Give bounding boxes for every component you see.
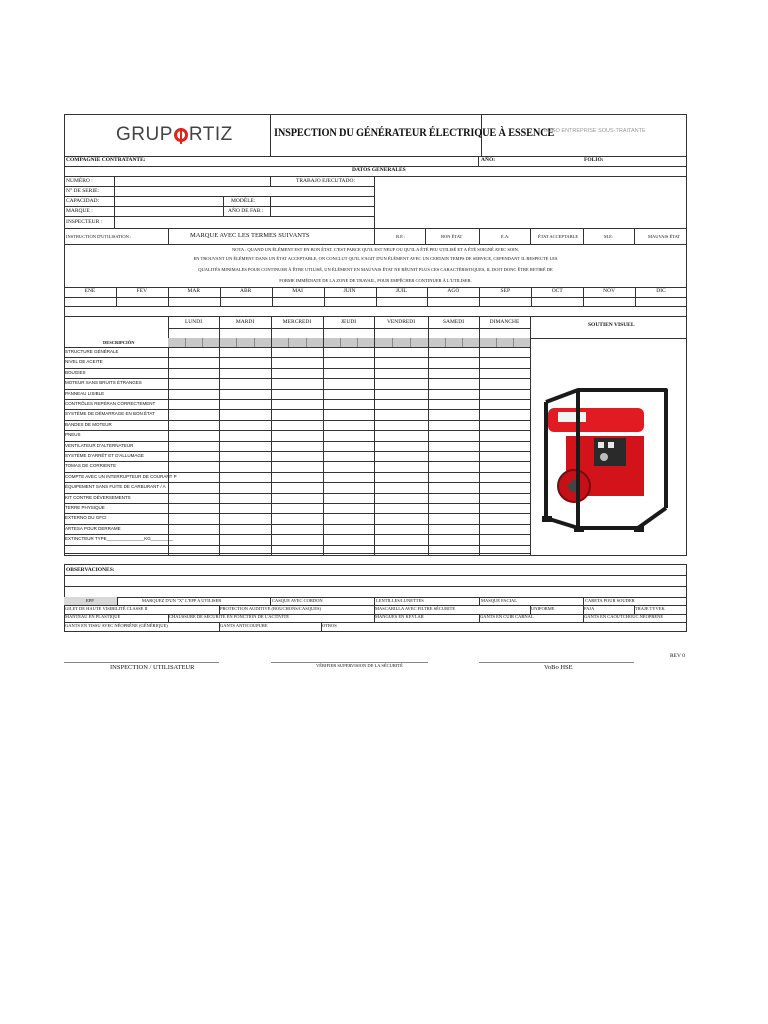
- epp-label: EPP: [86, 598, 94, 603]
- ppe-option[interactable]: MANGUES EN KEVLAR: [375, 614, 424, 619]
- ppe-option[interactable]: GILET DE HAUTE VISIBILITÉ CLASSE II: [65, 606, 148, 611]
- logo-o-icon: [174, 128, 188, 142]
- month-2: MAR: [187, 288, 201, 294]
- ppe-option[interactable]: FAJA: [584, 606, 595, 611]
- inspection-item: COMPTE AVEC UN INTERRUPTEUR DE COURANT P: [65, 473, 177, 479]
- inspection-item: BANDES DE MOTEUR: [65, 421, 112, 427]
- rev-label: REV 0: [670, 653, 686, 659]
- modele-label: MODÈLE:: [231, 198, 256, 204]
- year-label: AÑO:: [481, 157, 496, 163]
- day-6: DIMANCHE: [489, 319, 520, 325]
- ppe-option[interactable]: GANTS EN CAOUTCHOUC NÉOPRÈNE: [584, 614, 664, 619]
- marque-label: MARQUE :: [66, 208, 93, 214]
- numero-label: NUMÉRO :: [66, 178, 93, 184]
- legend-ea: E.A:: [501, 234, 510, 239]
- description-header-band: [168, 338, 530, 347]
- inspection-item: SYSTÈME D'ARRÊT ET D'ALLUMAGE: [65, 453, 144, 458]
- ppe-option[interactable]: PROTECTION AUDITIVE (BOUCHONS/CASQUES): [220, 606, 322, 611]
- day-0: LUNDI: [184, 319, 203, 325]
- inspection-item: BOUGIES: [65, 369, 86, 375]
- visual-support-title: SOUTIEN VISUEL: [588, 322, 635, 328]
- inspection-item: TOMAS DE CORRIENTE: [65, 463, 117, 469]
- inspection-item: PANNEAU LISIBLE: [65, 390, 105, 396]
- month-8: SEP: [500, 288, 511, 294]
- note-line-4: FORME IMMÉDIATE DE LA ZONE DE TRAVAIL, POUR EMPÊCHER CONTINUER À L'UTILISER.: [279, 278, 472, 283]
- inspection-item: NIVEL DE ACEITE: [65, 359, 103, 365]
- ppe-option[interactable]: MASQUE FACIAL: [481, 598, 518, 603]
- observations-label: OBSERVACIONES:: [66, 567, 115, 573]
- ppe-option[interactable]: LENTILLES/LUNETTES: [376, 598, 424, 603]
- month-6: JUIL: [395, 288, 408, 294]
- day-1: MARDI: [235, 319, 255, 325]
- month-11: DIC: [656, 288, 666, 294]
- inspection-item: ÉQUIPEMENT SANS FUITE DE CARBURANT / A: [65, 484, 166, 490]
- inspection-item: KIT CONTRE DÉVERSEMENTS: [65, 494, 131, 500]
- day-2: MERCREDI: [282, 319, 312, 325]
- ppe-option[interactable]: MARQUEZ D'UN "X" L'EPP A UTILISER: [142, 598, 222, 603]
- note-line-1: NOTA : QUAND UN ÉLÉMENT EST EN BON ÉTAT, C'EST PARCE QU'IL EST NEUF OU QU'IL A ÉTÉ PEU UTILISÉ ET A ÉTÉ SOIGNÉ AVEC SOIN.: [231, 247, 519, 252]
- inspection-item: SYSTÈME DE DÉMARRAGE EN BON ÉTAT: [65, 411, 155, 417]
- day-5: SAMEDI: [442, 319, 465, 325]
- legend-etat-acceptable: ÉTAT ACCEPTABLE: [538, 234, 579, 239]
- ppe-option[interactable]: CARETA POUR SOUDER: [585, 598, 635, 603]
- month-10: NOV: [603, 288, 616, 294]
- capacidad-label: CAPACIDAD:: [66, 198, 100, 204]
- day-3: JEUDI: [340, 319, 357, 325]
- inspection-item: ARTESA POUR DERRAME: [65, 525, 121, 531]
- inspection-item: CONTRÔLES REPÉRAN CORRECTEMENT: [65, 401, 156, 406]
- foot: [542, 516, 552, 522]
- legend-bon-etat: BON ÉTAT: [441, 234, 463, 239]
- ppe-option[interactable]: TRAJE TYVEK: [635, 606, 665, 611]
- description-header: DESCRIPCIÓN: [103, 340, 135, 345]
- ano-fab-label: AÑO DE FAB.:: [228, 208, 264, 214]
- company-logo: GRUP RTIZ: [116, 124, 233, 145]
- inspection-item: EXTERNO DU GFCI: [65, 515, 107, 521]
- ppe-option[interactable]: CASQUE AVEC CORDON: [272, 598, 323, 603]
- signature-supervision: VÉRIFIER SUPERVISION DE LA SÉCURITÉ: [316, 663, 403, 668]
- inspection-item: MOTEUR SANS BRUITS ÉTRANGES: [65, 380, 142, 386]
- inspection-item: VENTILATEUR D'ALTERNATEUR: [65, 442, 134, 448]
- trabajo-label: TRABAJO EJECUTADO:: [296, 178, 355, 184]
- signature-hse: VoBo HSE: [544, 664, 573, 671]
- month-5: JUIN: [343, 288, 356, 294]
- tank-label: [558, 412, 586, 422]
- signature-inspection: INSPECTION / UTILISATEUR: [110, 664, 195, 671]
- ppe-option[interactable]: MASCARILLA AVEC FILTRE SÉCURITE: [375, 606, 456, 611]
- month-1: FÉV: [136, 288, 148, 294]
- ppe-option[interactable]: OTROS: [322, 623, 337, 628]
- folio-label: FOLIO:: [584, 157, 604, 163]
- form-title: INSPECTION DU GÉNÉRATEUR ÉLECTRIQUE À ESSENCE: [274, 127, 555, 139]
- inspecteur-label: INSPECTEUR :: [66, 219, 103, 225]
- month-4: MAI: [292, 288, 303, 294]
- legend-mauvais-etat: MAUVAIS ÉTAT: [648, 234, 681, 239]
- month-9: OCT: [551, 288, 563, 294]
- ppe-option[interactable]: GANTS EN TISSU AVEC NÉOPRÈNE (GÉNÉRIQUE): [65, 623, 168, 628]
- inspection-item: PNEUS: [65, 432, 81, 438]
- note-line-2: EN TROUVANT UN ÉLÉMENT DANS UN ÉTAT ACCEPTABLE, ON CONCLUT QU'IL S'AGIT D'UN ÉLÉMENT AVEC UN CERTAIN TEMPS DE SERVICE, CEPENDANT IL RESPECTE LES: [193, 256, 558, 261]
- company-label: COMPAGNIE CONTRATANTE:: [66, 157, 146, 163]
- generator-image: [538, 378, 676, 538]
- inspection-item: TERRE PHYSIQUE: [65, 505, 105, 510]
- legend-me: M.E:: [604, 234, 614, 239]
- subcontractor-logo-placeholder: LOGO ENTREPRISE SOUS-TRAITANTE: [544, 128, 646, 134]
- outlet-icon: [598, 442, 604, 448]
- foot: [574, 526, 584, 532]
- month-0: ENE: [84, 288, 96, 294]
- ppe-option[interactable]: GANTS ANTICOUPURE: [220, 623, 268, 628]
- ppe-option[interactable]: MANTEAU EN PLASTIQUE: [65, 614, 121, 619]
- day-4: VENDREDI: [386, 319, 416, 325]
- serie-label: N° DE SERIE:: [66, 188, 100, 194]
- legend-be: B.E :: [396, 234, 406, 239]
- ppe-option[interactable]: UNIFORME: [531, 606, 555, 611]
- outlet-icon: [608, 442, 614, 448]
- inspection-item: STRUCTURE GÉNÉRALE: [65, 349, 119, 354]
- ppe-option[interactable]: GANTS EN CUIR CARNAL: [480, 614, 534, 619]
- general-data-title: DATOS GENERALES: [352, 167, 406, 173]
- note-line-3: QUALITÉS MINIMALES POUR CONTINUER À ÊTRE UTILISÉ, UN ÉLÉMENT EN MAUVAIS ÉTAT NE RÉUNIT PLUS CES CARACTÉRISTIQUES, IL DOIT DONC ÊTRE RETIRÉ DE: [198, 267, 553, 272]
- mark-text: MARQUE AVEC LES TERMES SUIVANTS: [190, 232, 310, 239]
- switch-icon: [600, 453, 608, 461]
- month-3: ABR: [240, 288, 252, 294]
- ppe-option[interactable]: CHAUSSURE DE SÉCURITÉ EN FONCTION DE L'ACTIVITÉ: [169, 614, 290, 619]
- month-7: AGO: [447, 288, 460, 294]
- instruction-label: INSTRUCTION D'UTILISATION :: [66, 234, 132, 239]
- inspection-item: EXTINCTEUR TYPE_______________KG_________: [65, 536, 174, 542]
- foot: [634, 526, 644, 532]
